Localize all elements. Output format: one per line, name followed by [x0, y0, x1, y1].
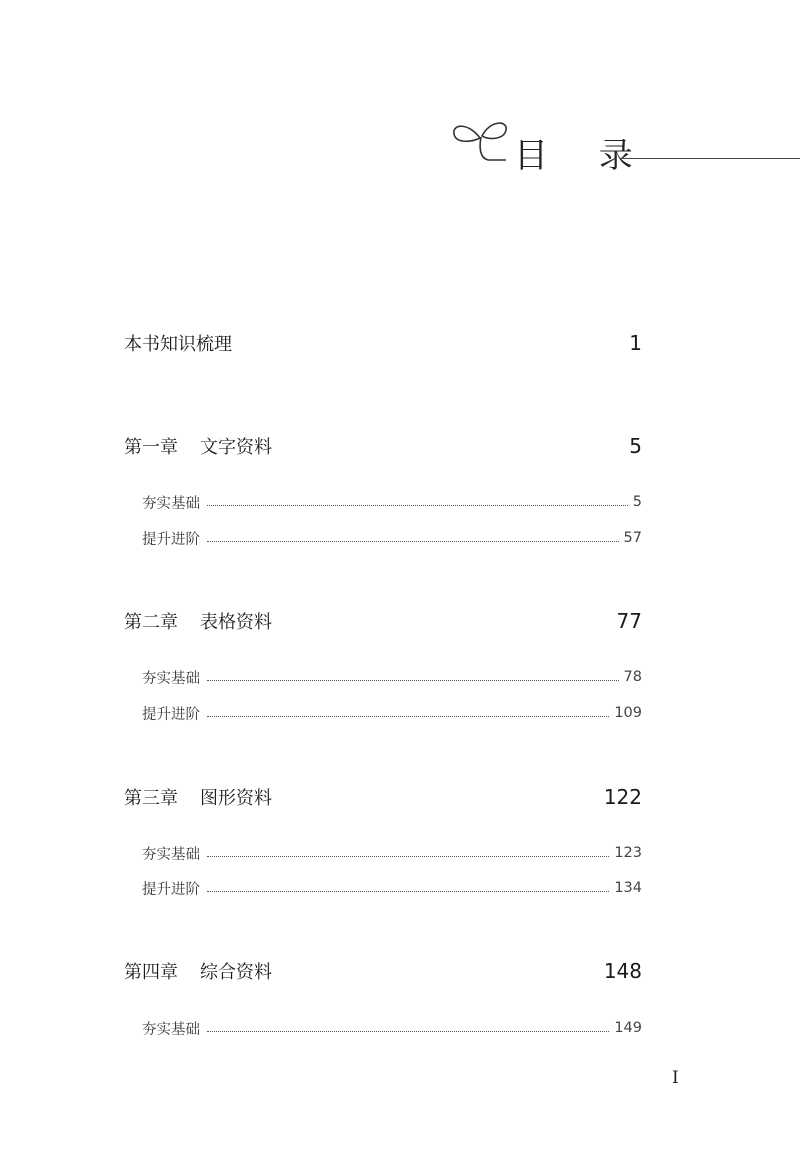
- chapter-name: 文字资料: [200, 437, 272, 458]
- chapter-number: 第三章: [124, 788, 178, 809]
- toc-chapter-4[interactable]: [124, 956, 642, 986]
- chapter-page: 148: [603, 959, 642, 983]
- title-rule: [622, 158, 800, 159]
- chapter-number: 第一章: [124, 437, 178, 458]
- toc-section[interactable]: [142, 1016, 642, 1040]
- chapter-number: 第四章: [124, 962, 178, 983]
- section-label: 夯实基础: [142, 495, 200, 512]
- dot-leader: [207, 1031, 609, 1032]
- dot-leader: [207, 856, 609, 857]
- dot-leader: [207, 541, 619, 542]
- section-page: 123: [614, 845, 642, 861]
- page-number: I: [672, 1068, 679, 1088]
- toc-section[interactable]: [142, 490, 642, 514]
- toc-section[interactable]: [142, 701, 642, 725]
- dot-leader: [207, 716, 609, 717]
- dot-leader: [207, 505, 628, 506]
- toc-chapter-1[interactable]: [124, 431, 642, 461]
- toc-chapter-2[interactable]: [124, 606, 642, 636]
- intro-label: 本书知识梳理: [124, 334, 232, 355]
- sprout-icon: [450, 112, 512, 172]
- chapter-page: 122: [603, 785, 642, 809]
- section-page: 109: [614, 705, 642, 721]
- section-label: 夯实基础: [142, 670, 200, 687]
- section-page: 5: [632, 494, 642, 510]
- toc-section[interactable]: [142, 665, 642, 689]
- chapter-page: 77: [616, 609, 642, 633]
- section-label: 提升进阶: [142, 881, 200, 898]
- chapter-number: 第二章: [124, 612, 178, 633]
- section-page: 134: [614, 880, 642, 896]
- toc-intro[interactable]: [124, 328, 642, 358]
- chapter-name: 图形资料: [200, 788, 272, 809]
- chapter-page: 5: [629, 434, 642, 458]
- page-title: 目 录: [514, 136, 653, 176]
- section-page: 149: [614, 1020, 642, 1036]
- dot-leader: [207, 891, 609, 892]
- toc-section[interactable]: [142, 526, 642, 550]
- toc-section[interactable]: [142, 841, 642, 865]
- section-page: 78: [623, 669, 642, 685]
- dot-leader: [207, 680, 619, 681]
- toc-section[interactable]: [142, 876, 642, 900]
- section-label: 提升进阶: [142, 706, 200, 723]
- section-page: 57: [623, 530, 642, 546]
- chapter-name: 综合资料: [200, 962, 272, 983]
- section-label: 夯实基础: [142, 1021, 200, 1038]
- intro-page: 1: [629, 331, 642, 355]
- toc-header: [450, 112, 800, 182]
- chapter-name: 表格资料: [200, 612, 272, 633]
- section-label: 提升进阶: [142, 531, 200, 548]
- section-label: 夯实基础: [142, 846, 200, 863]
- toc-chapter-3[interactable]: [124, 782, 642, 812]
